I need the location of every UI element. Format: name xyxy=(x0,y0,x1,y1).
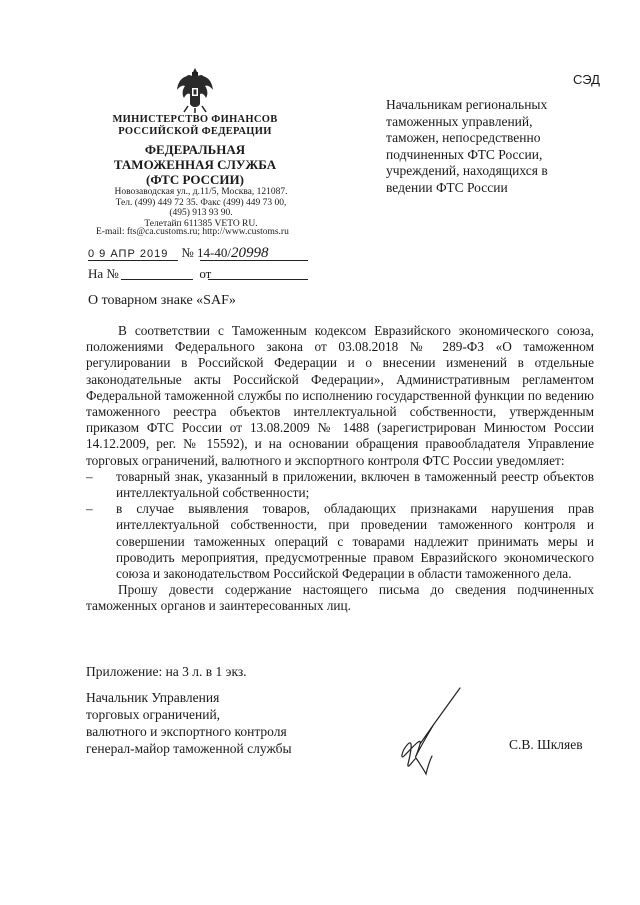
body-item-1 xyxy=(86,469,594,501)
address-line-2: Тел. (499) 449 72 35. Факс (499) 449 73 00, xyxy=(115,197,287,208)
body-intro: В соответствии с Таможенным кодексом Евразийского экономического союза, положениями Федерального закона от 03.08.2018 № 289-ФЗ «О таможенном регулировании в Российской Федерации и о внесении изменений в отдельные законодательные акты Российской Федерации», Административным регламентом Федеральной таможенной службы по исполнению государственной функции по ведению таможенного реестра объектов интеллектуальной собственности, утвержденным приказом ФТС России от 13.08.2009 № 1488 (зарегистрирован Минюстом России 14.12.2009, рег. № 15592), и на основании обращения правообладателя Управление торговых ограничений, валютного и экспортного контроля ФТС России уведомляет: xyxy=(86,323,594,468)
signer-title-line-1: Начальник Управления xyxy=(86,690,220,705)
dash-marker: – xyxy=(86,501,93,517)
body-request: Прошу довести содержание настоящего письма до сведения подчиненных таможенных органов и заинтересованных лиц. xyxy=(86,582,594,614)
sender-email: E-mail: fts@ca.customs.ru; http://www.customs.ru xyxy=(96,227,289,237)
service-line-2: ТАМОЖЕННАЯ СЛУЖБА xyxy=(113,157,277,172)
registration-prefix: № 14-40/ xyxy=(181,245,231,260)
address-line-3: (495) 913 93 90. xyxy=(169,208,233,218)
dash-marker: – xyxy=(86,468,93,484)
body-item-1-text: товарный знак, указанный в приложении, включен в таможенный реестр объектов интеллектуальной собственности; xyxy=(116,468,594,501)
coat-of-arms-emblem xyxy=(174,64,216,114)
ministry-line-2: РОССИЙСКОЙ ФЕДЕРАЦИИ xyxy=(118,126,272,137)
recipient-block: Начальникам региональных таможенных управлений, таможен, непосредственно подчиненных ФТС России, учреждений, находящихся в ведении ФТС России xyxy=(386,97,548,195)
registration-date: 0 9 АПР 2019 xyxy=(88,248,169,260)
handwritten-signature xyxy=(390,686,470,780)
service-name xyxy=(100,142,290,187)
reference-from-label: от xyxy=(199,266,212,281)
signer-title xyxy=(86,689,326,757)
date-underline xyxy=(88,260,178,261)
body-item-2-text: в случае выявления товаров, обладающих признаками нарушения прав интеллектуальной собственности, при проведении таможенного контроля и совершении таможенных операций с товарами надлежит принимать меры и проводить мероприятия, предусмотренные правом Евразийского экономического союза и законодательством Российской Федерации в области таможенного дела. xyxy=(116,501,594,582)
address-line-1: Новозаводская ул., д.11/5, Москва, 121087. xyxy=(114,187,288,197)
letter-body xyxy=(86,323,594,615)
body-item-2 xyxy=(86,501,594,582)
address-line-4: Телетайп 611385 VETO RU. xyxy=(144,218,258,229)
attachment-note: Приложение: на 3 л. в 1 экз. xyxy=(86,664,247,679)
signer-title-line-3: валютного и экспортного контроля xyxy=(86,724,287,739)
signer-title-line-2: торговых ограничений, xyxy=(86,707,221,722)
sender-address xyxy=(96,187,306,229)
ministry-name xyxy=(100,114,290,138)
reference-label: На № xyxy=(88,266,119,281)
ministry-line-1: МИНИСТЕРСТВО ФИНАНСОВ xyxy=(112,114,278,125)
service-line-3: (ФТС РОССИИ) xyxy=(146,172,244,187)
reference-date-underline xyxy=(208,279,308,280)
letter-subject: О товарном знаке «SAF» xyxy=(88,293,236,308)
signer-name: С.В. Шкляев xyxy=(509,737,583,752)
number-underline xyxy=(200,260,308,261)
service-line-1: ФЕДЕРАЛЬНАЯ xyxy=(144,142,246,157)
registration-number: 20998 xyxy=(230,245,269,261)
reference-number-underline xyxy=(121,279,193,280)
sed-mark: СЭД xyxy=(573,72,600,87)
signer-title-line-4: генерал-майор таможенной службы xyxy=(86,741,292,756)
